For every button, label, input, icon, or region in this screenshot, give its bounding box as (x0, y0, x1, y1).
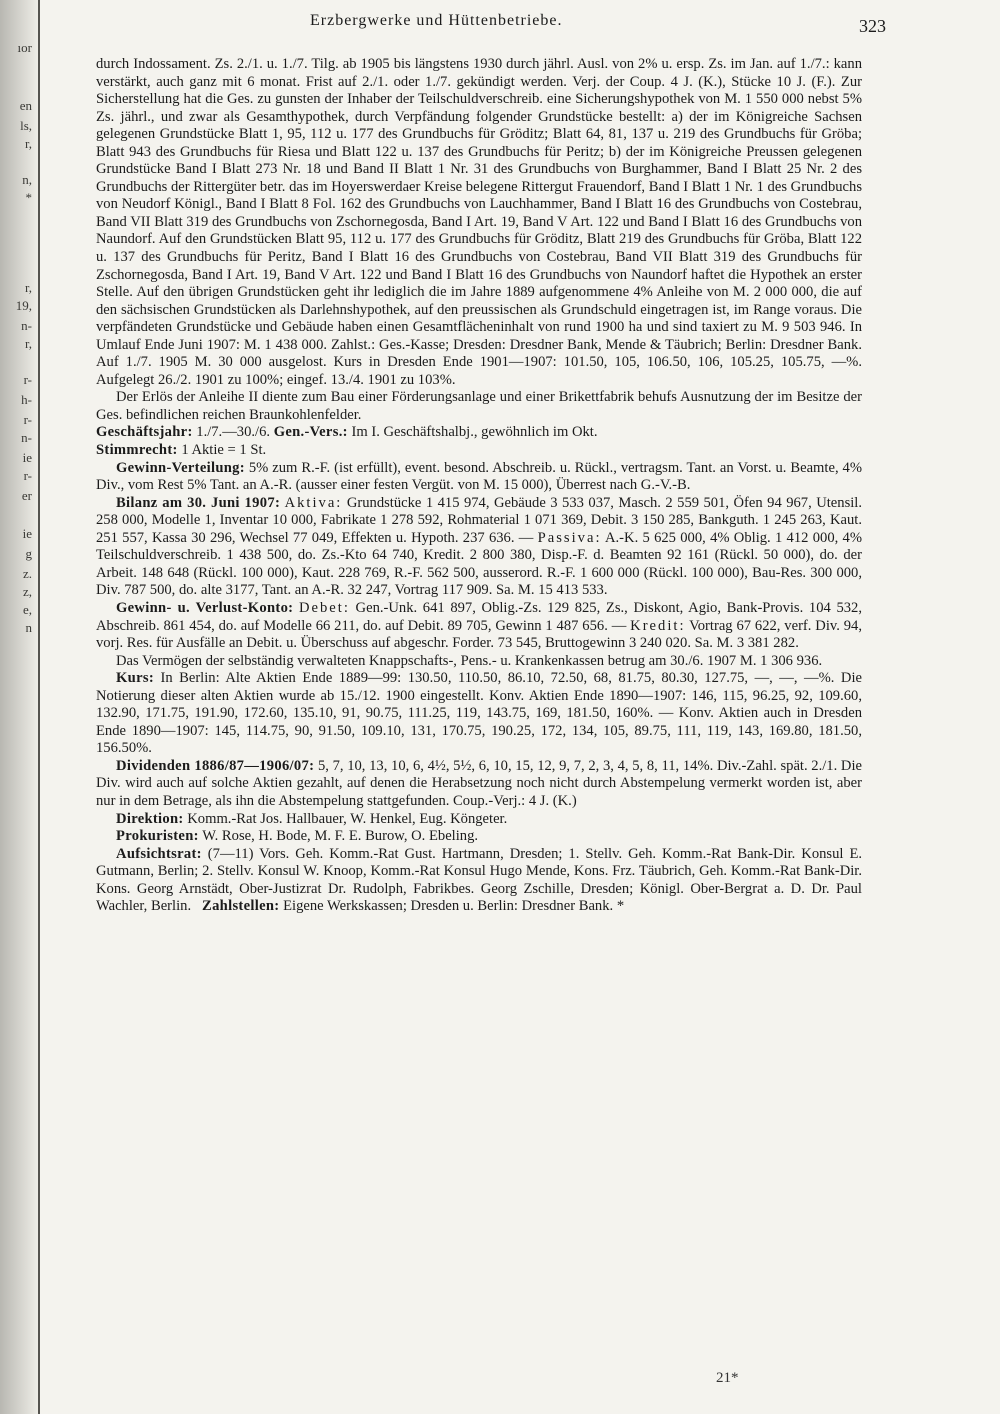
prokuristen-text: W. Rose, H. Bode, M. F. E. Burow, O. Ebeling. (202, 828, 479, 845)
margin-fragment: ıor (17, 40, 32, 55)
geschaeftsjahr-label: Geschäftsjahr: (96, 424, 193, 441)
geschaeftsjahr-value: 1./7.—30./6. (196, 424, 271, 441)
margin-fragment: r- (23, 372, 32, 387)
bilanz-label: Bilanz am 30. Juni 1907: (116, 494, 281, 511)
margin-fragment: r- (23, 468, 32, 483)
page-header (96, 12, 886, 42)
aktiva-label: Aktiva: (284, 494, 343, 511)
margin-fragment: z, (22, 584, 32, 599)
asterisk-mark: * (616, 898, 625, 915)
margin-fragment: r, (24, 280, 32, 295)
stimmrecht-value: 1 Aktie = 1 St. (181, 442, 267, 459)
aktiva-text: Grundstücke 1 415 974, Gebäude 3 533 037, Masch. 2 559 501, Öfen 94 967, Utensil. 258 000, Modelle 1, Inventar 10 000, Fabrikate 1 278 592, Rohmaterial 1 071 369, Debit. 3 150 285, Bankguth. 1 245 263, Kaut. 251 557, Kassa 30 296, Wechsel 77 049, Effekten u. Hypoth. 237 636. — (96, 494, 863, 546)
erloes-paragraph: Der Erlös der Anleihe II diente zum Bau einer Förderungsanlage und einer Brikettfabrik behufs Ausnutzung der im Besitze der Ges. befindlichen reichen Braunkohlenfelder. (96, 389, 862, 423)
kurs-label: Kurs: (116, 670, 154, 687)
dividenden-label: Dividenden 1886/87—1906/07: (116, 757, 315, 774)
kurs-paragraph (96, 670, 862, 758)
zahlstellen-label: Zahlstellen: (202, 898, 280, 915)
gen-vers-value: Im I. Geschäftshalbj., gewöhnlich im Okt. (351, 424, 598, 441)
margin-fragment: h- (21, 392, 32, 407)
margin-fragment: g (25, 546, 32, 561)
debet-text: Gen.-Unk. 641 897, Oblig.-Zs. 129 825, Zs., Diskont, Agio, Bank-Provis. 104 532, Abschreib. 861 454, do. auf Modelle 66 211, do. auf Debit. 89 705, Gewinn 1 487 656. — (96, 599, 862, 634)
geschaeftsjahr-line (96, 424, 862, 442)
gewinn-verteilung-text: 5% zum R.-F. (ist erfüllt), event. besond. Abschreib. u. Rückl., vertragsm. Tant. an Vorst. u. Beamte, 4% Div., vom Rest 5% Tant. an A.-R. (ausser einer festen Vergüt. von M. 15 000), Überrest nach G.-V.-B. (96, 459, 862, 494)
stimmrecht-label: Stimmrecht: (96, 442, 178, 459)
bilanz-paragraph (96, 495, 862, 600)
direktion-text: Komm.-Rat Jos. Hallbauer, W. Henkel, Eug. Köngeter. (187, 810, 508, 827)
margin-fragment: 19, (15, 298, 32, 313)
running-head: Erzbergwerke und Hüttenbetriebe. (310, 12, 563, 29)
margin-fragment: * (25, 190, 32, 205)
margin-fragment: n- (21, 318, 32, 333)
margin-fragment: r- (23, 412, 32, 427)
aufsichtsrat-paragraph (96, 846, 862, 916)
margin-fragment: n (25, 620, 32, 635)
margin-fragment: n, (22, 172, 32, 187)
kredit-label: Kredit: (630, 617, 686, 634)
passiva-text: A.-K. 5 625 000, 4% Oblig. 1 412 000, 4% Teilschuldverschreib. 1 438 500, do. Zs.-Kto 64 740, Kredit. 2 800 380, Disp.-F. d. Beamten 92 161 (Rückl. 50 000), do. der Arbeit. 148 648 (Rückl. 100 000), Kaut. 228 769, R.-F. 562 500, ausserord. R.-F. 1 600 000 (Rückl. 100 000), Bau-Res. 300 000, Div. 787 500, do. alte 3177, Tant. an A.-R. 32 247, Vortrag 117 909. Sa. M. 15 413 533. (96, 529, 862, 599)
direktion-line (96, 811, 862, 829)
margin-fragment: n- (21, 430, 32, 445)
vermoegen-paragraph: Das Vermögen der selbständig verwalteten Knappschafts-, Pens.- u. Krankenkassen betrug am 30./6. 1907 M. 1 306 936. (116, 652, 823, 669)
guv-label: Gewinn- u. Verlust-Konto: (116, 599, 294, 616)
margin-fragment: r, (24, 336, 32, 351)
passiva-label: Passiva: (537, 529, 602, 546)
gewinn-verteilung-label: Gewinn-Verteilung: (116, 459, 245, 476)
margin-fragment: z. (22, 566, 32, 581)
anleihe-paragraph: durch Indossament. Zs. 2./1. u. 1./7. Tilg. ab 1905 bis längstens 1930 durch jährl. Ausl. von 2% u. ersp. Zs. im Jan. auf 1./7.: kann verstärkt, auch ganz mit 6 monat. Frist auf 2./1. oder 1./7. gekündigt werden. Verj. der Coup. 4 J. (K.), Stücke 10 J. (F.). Zur Sicherstellung hat die Ges. zu gunsten der Inhaber der Teilschuldverschreib. eine Sicherungshypothek von M. 1 550 000 nebst 5% Zs. jährl., und zwar als Gesamthypothek, durch Verpfändung folgender Grundstücke bestellt: a) der im Königreiche Sachsen gelegenen Grundstücke Blatt 1, 95, 112 u. 177 des Grundbuchs für Gröditz; Blatt 64, 81, 137 u. 219 des Grundbuchs für Gröba; Blatt 943 des Grundbuchs für Riesa und Blatt 122 u. 137 des Grundbuchs für Peritz; b) der im Königreiche Preussen gelegenen Grundstücke Band I Blatt 273 Nr. 18 und Band II Blatt 1 Nr. 31 des Grundbuchs von Burghammer, Band I Blatt 25 Nr. 2 des Grundbuchs der Rittergüter betr. das im Hoyerswerdaer Kreise belegene Rittergut Frauendorf, Band I Blatt 1 Nr. 1 des Grundbuchs von Neudorf Königl., Band I Blatt 8 Fol. 162 des Grundbuchs von Lauchhammer, Band I Blatt 16 des Grundbuchs von Costebrau, Band VII Blatt 319 des Grundbuchs von Zschornegosda, Band I Art. 19, Band V Art. 122 und Band I Blatt 16 des Grundbuchs von Naundorf. Auf den Grundstücken Blatt 95, 112 u. 177 des Grundbuchs für Gröditz, Blatt 219 des Grundbuchs für Gröba, Blatt 122 u. 137 des Grundbuchs für Peritz, Band I Blatt 16 des Grundbuchs von Costebrau, Band VII Blatt 319 des Grundbuchs für Zschornegosda, Band I Art. 19, Band V Art. 122 und Band I Blatt 16 des Grundbuchs von Naundorf haftet die Hypothek an erster Stelle. Auf den übrigen Grundstücken geht ihr lediglich die im Jahre 1889 aufgenommene 4% Anleihe von M. 2 000 000, die auf den sächsischen Grundstücken als Darlehnshypothek, auf den preussischen als Grundschuld eingetragen ist, im Range voraus. Die verpfändeten Grundstücke und Gebäude haben einen Gesamtflächeninhalt von rund 1900 ha und sind taxiert zu M. 9 503 946. In Umlauf Ende Juni 1907: M. 1 438 000. Zahlst.: Ges.-Kasse; Dresden: Dresdner Bank, Mende & Täubrich; Berlin: Dresdner Bank. Auf 1./7. 1905 M. 30 000 ausgelost. Kurs in Dresden Ende 1901—1907: 101.50, 105, 106.50, 106, 105.25, 105.75, —%. Aufgelegt 26./2. 1901 zu 100%; eingef. 13./4. 1901 zu 103%. (96, 56, 862, 388)
debet-label: Debet: (298, 599, 350, 616)
direktion-label: Direktion: (116, 810, 184, 827)
margin-fragment: ls, (20, 118, 32, 133)
stimmrecht-line (96, 442, 862, 460)
signature-mark: 21* (716, 1370, 739, 1386)
margin-fragment: r, (24, 136, 32, 151)
gen-vers-label: Gen.-Vers.: (273, 424, 348, 441)
aufsichtsrat-text: (7—11) Vors. Geh. Komm.-Rat Gust. Hartmann, Dresden; 1. Stellv. Geh. Komm.-Rat Bank-Dir. Konsul E. Gutmann, Berlin; 2. Stellv. Konsul W. Knoop, Komm.-Rat Konsul Hugo Mende, Kons. Frz. Täubrich, Geh. Komm.-Rat Bank-Dir. Kons. Georg Arnstädt, Ober-Justizrat Dr. Rudolph, Fabrikbes. Georg Zschille, Dresden; Königl. Ober-Bergrat a. D. Dr. Paul Wachler, Berlin. (96, 845, 863, 915)
kurs-text: In Berlin: Alte Aktien Ende 1889—99: 130.50, 110.50, 86.10, 72.50, 68, 81.75, 80.30, 127.75, —, —, —%. Die Notierung dieser alten Aktien wurde ab 15./12. 1900 eingestellt. Konv. Aktien Ende 1890—1907: 146, 115, 96.25, 92, 109.60, 132.90, 171.75, 191.90, 172.60, 135.10, 91, 90.75, 111.25, 119, 143.75, 169, 181.50, 160%. — Konv. Aktien auch in Dresden Ende 1890—1907: 145, 114.75, 90, 91.50, 109.10, 131, 170.75, 190.25, 172, 134, 105, 89.75, 111, 119, 143, 169.80, 181.50, 156.50%. (96, 670, 862, 757)
dividenden-paragraph (96, 758, 862, 811)
aufsichtsrat-label: Aufsichtsrat: (116, 845, 202, 862)
margin-fragment: e, (22, 602, 32, 617)
page-number: 323 (859, 16, 886, 36)
prokuristen-label: Prokuristen: (116, 828, 199, 845)
kredit-text: Vortrag 67 622, verf. Div. 94, vorj. Res. für Ausfälle an Debit. u. Überschuss auf abgeschr. Forder. 73 545, Bruttogewinn 3 240 020. Sa. M. 3 381 282. (96, 617, 862, 652)
margin-fragment: ie (22, 450, 32, 465)
dividenden-text: 5, 7, 10, 13, 10, 6, 4½, 5½, 6, 10, 15, 12, 9, 7, 2, 3, 4, 5, 8, 11, 14%. Div.-Zahl. spät. 2./1. Die Div. wird auch auf solche Aktien gezahlt, auf denen die Herabsetzung noch nicht durch Abstempelung vermerkt worden ist, aber nur in dem Betrage, als ihn die Abstempelung stattgefunden. Coup.-Verj.: 4 J. (K.) (96, 757, 863, 809)
margin-fragment: er (21, 488, 32, 503)
margin-fragment: ie (22, 526, 32, 541)
page-body (96, 56, 862, 916)
zahlstellen-text: Eigene Werkskassen; Dresden u. Berlin: Dresdner Bank. (283, 898, 614, 915)
previous-page-margin (0, 0, 40, 1414)
guv-paragraph (96, 600, 862, 653)
prokuristen-line (96, 828, 862, 846)
gewinn-verteilung-paragraph (96, 460, 862, 495)
margin-fragment: en (19, 98, 32, 113)
